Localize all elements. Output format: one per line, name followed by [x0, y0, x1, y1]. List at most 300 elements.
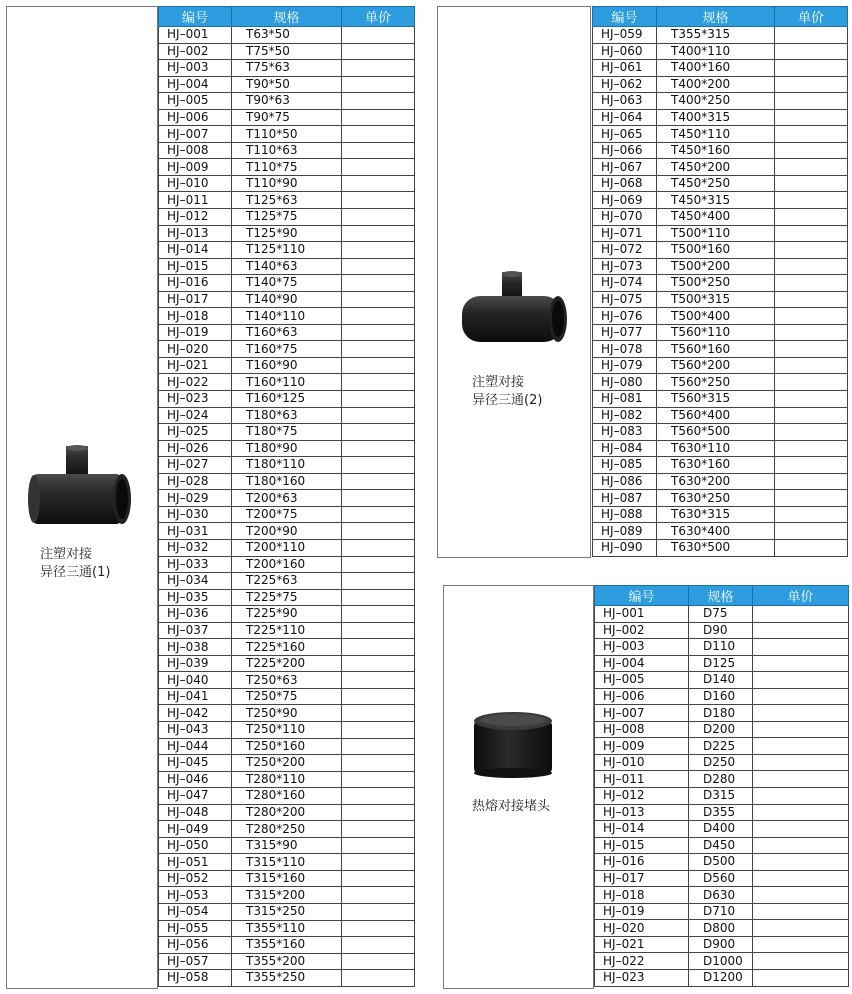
item-spec: T560*250 — [657, 374, 775, 391]
table-row — [159, 804, 415, 821]
item-spec: T315*90 — [232, 837, 342, 854]
item-spec: T110*50 — [232, 126, 342, 143]
item-spec: T180*75 — [232, 424, 342, 441]
table-row — [159, 920, 415, 937]
item-price — [342, 324, 415, 341]
item-spec: T280*110 — [232, 771, 342, 788]
table-row — [595, 903, 849, 920]
item-spec: D355 — [689, 804, 753, 821]
table-row — [159, 837, 415, 854]
item-price — [775, 93, 848, 110]
item-spec: T225*200 — [232, 655, 342, 672]
item-price — [775, 142, 848, 159]
item-spec: T500*200 — [657, 258, 775, 275]
item-spec: T250*75 — [232, 688, 342, 705]
item-code: HJ–084 — [593, 440, 657, 457]
item-spec: T355*315 — [657, 27, 775, 44]
table-row — [593, 391, 848, 408]
table-row — [159, 60, 415, 77]
item-price — [753, 970, 849, 987]
item-price — [753, 705, 849, 722]
item-price — [342, 357, 415, 374]
table-row — [159, 821, 415, 838]
item-price — [775, 109, 848, 126]
table-row — [593, 523, 848, 540]
item-code: HJ–073 — [593, 258, 657, 275]
item-price — [775, 76, 848, 93]
item-code: HJ–041 — [159, 688, 232, 705]
table-row — [595, 953, 849, 970]
item-code: HJ–077 — [593, 324, 657, 341]
table-row — [593, 27, 848, 44]
item-spec: T110*63 — [232, 142, 342, 159]
table-row — [595, 936, 849, 953]
item-code: HJ–058 — [159, 970, 232, 987]
item-price — [753, 788, 849, 805]
item-code: HJ–037 — [159, 622, 232, 639]
item-spec: T630*160 — [657, 457, 775, 474]
item-price — [342, 970, 415, 987]
item-code: HJ–060 — [593, 43, 657, 60]
item-spec: D90 — [689, 622, 753, 639]
table-row — [159, 27, 415, 44]
table-row — [159, 639, 415, 656]
item-spec: T200*75 — [232, 506, 342, 523]
item-code: HJ–059 — [593, 27, 657, 44]
item-spec: T180*110 — [232, 457, 342, 474]
item-price — [775, 407, 848, 424]
item-code: HJ–018 — [159, 308, 232, 325]
item-spec: T140*110 — [232, 308, 342, 325]
item-code: HJ–014 — [595, 821, 689, 838]
item-code: HJ–020 — [595, 920, 689, 937]
table-row — [159, 324, 415, 341]
table-row — [595, 920, 849, 937]
item-code: HJ–090 — [593, 539, 657, 556]
item-spec: T560*110 — [657, 324, 775, 341]
table-row — [159, 457, 415, 474]
item-spec: T140*75 — [232, 275, 342, 292]
table-row — [159, 374, 415, 391]
item-price — [342, 655, 415, 672]
item-spec: T200*160 — [232, 556, 342, 573]
item-code: HJ–071 — [593, 225, 657, 242]
item-price — [775, 457, 848, 474]
item-spec: T225*90 — [232, 606, 342, 623]
table-row — [159, 192, 415, 209]
item-code: HJ–086 — [593, 473, 657, 490]
table-row — [595, 655, 849, 672]
table-row — [159, 126, 415, 143]
table-row — [159, 258, 415, 275]
item-price — [342, 27, 415, 44]
item-spec: D500 — [689, 854, 753, 871]
item-code: HJ–046 — [159, 771, 232, 788]
table-row — [593, 539, 848, 556]
item-code: HJ–014 — [159, 242, 232, 259]
item-price — [342, 523, 415, 540]
item-spec: T315*160 — [232, 870, 342, 887]
item-spec: T400*250 — [657, 93, 775, 110]
item-price — [342, 854, 415, 871]
item-spec: T400*110 — [657, 43, 775, 60]
table-row — [593, 291, 848, 308]
item-spec: T125*110 — [232, 242, 342, 259]
item-code: HJ–010 — [595, 754, 689, 771]
item-spec: T250*63 — [232, 672, 342, 689]
item-spec: T75*63 — [232, 60, 342, 77]
item-spec: T355*110 — [232, 920, 342, 937]
table-row — [595, 606, 849, 623]
item-spec: T560*315 — [657, 391, 775, 408]
item-price — [753, 721, 849, 738]
item-price — [775, 324, 848, 341]
item-code: HJ–022 — [595, 953, 689, 970]
item-code: HJ–054 — [159, 903, 232, 920]
item-price — [342, 870, 415, 887]
table-row — [595, 771, 849, 788]
table-row — [159, 407, 415, 424]
table-row — [593, 457, 848, 474]
item-spec: D160 — [689, 688, 753, 705]
item-price — [775, 159, 848, 176]
item-spec: T90*63 — [232, 93, 342, 110]
col-price-header: 单价 — [753, 586, 849, 606]
item-spec: T125*75 — [232, 209, 342, 226]
table-row — [593, 490, 848, 507]
table-row — [595, 970, 849, 987]
table-row — [593, 506, 848, 523]
item-code: HJ–062 — [593, 76, 657, 93]
table-row — [159, 291, 415, 308]
table-row — [159, 721, 415, 738]
product-image-panel-3 — [443, 585, 594, 989]
table-row — [159, 424, 415, 441]
item-spec: T630*250 — [657, 490, 775, 507]
item-code: HJ–063 — [593, 93, 657, 110]
table-row — [593, 374, 848, 391]
item-code: HJ–013 — [159, 225, 232, 242]
item-spec: T450*400 — [657, 209, 775, 226]
item-code: HJ–009 — [595, 738, 689, 755]
item-price — [775, 308, 848, 325]
table-row — [159, 142, 415, 159]
table-row — [159, 242, 415, 259]
item-spec: T200*90 — [232, 523, 342, 540]
item-spec: T400*160 — [657, 60, 775, 77]
item-spec: D140 — [689, 672, 753, 689]
item-price — [775, 175, 848, 192]
item-code: HJ–026 — [159, 440, 232, 457]
item-code: HJ–023 — [595, 970, 689, 987]
table-row — [159, 93, 415, 110]
item-code: HJ–003 — [159, 60, 232, 77]
item-price — [342, 506, 415, 523]
item-code: HJ–078 — [593, 341, 657, 358]
item-code: HJ–040 — [159, 672, 232, 689]
item-spec: T500*315 — [657, 291, 775, 308]
product-name-2-line2: 异径三通(2) — [472, 393, 543, 408]
item-code: HJ–009 — [159, 159, 232, 176]
item-code: HJ–043 — [159, 721, 232, 738]
item-code: HJ–042 — [159, 705, 232, 722]
item-price — [342, 424, 415, 441]
item-spec: D75 — [689, 606, 753, 623]
col-price-header: 单价 — [775, 7, 848, 27]
item-spec: T180*160 — [232, 473, 342, 490]
item-code: HJ–002 — [595, 622, 689, 639]
item-spec: T200*110 — [232, 539, 342, 556]
item-spec: T225*63 — [232, 573, 342, 590]
table-row — [593, 407, 848, 424]
item-code: HJ–055 — [159, 920, 232, 937]
item-spec: T225*75 — [232, 589, 342, 606]
item-spec: T355*250 — [232, 970, 342, 987]
item-code: HJ–010 — [159, 175, 232, 192]
item-code: HJ–089 — [593, 523, 657, 540]
item-code: HJ–021 — [159, 357, 232, 374]
table-row — [595, 821, 849, 838]
table-row — [159, 473, 415, 490]
table-row — [159, 622, 415, 639]
item-spec: T315*110 — [232, 854, 342, 871]
item-spec: T125*63 — [232, 192, 342, 209]
item-spec: T630*400 — [657, 523, 775, 540]
item-price — [775, 424, 848, 441]
item-price — [753, 672, 849, 689]
item-code: HJ–008 — [159, 142, 232, 159]
table-row — [159, 109, 415, 126]
table-row — [159, 903, 415, 920]
table-row — [159, 225, 415, 242]
item-price — [342, 755, 415, 772]
table-row — [593, 341, 848, 358]
item-price — [342, 573, 415, 590]
item-code: HJ–088 — [593, 506, 657, 523]
table-row — [159, 539, 415, 556]
item-price — [342, 209, 415, 226]
item-price — [342, 622, 415, 639]
item-price — [775, 192, 848, 209]
product-name-3: 热熔对接堵头 — [472, 799, 551, 814]
item-price — [753, 887, 849, 904]
item-code: HJ–067 — [593, 159, 657, 176]
item-spec: T500*110 — [657, 225, 775, 242]
product-name-1 — [40, 546, 110, 582]
item-code: HJ–023 — [159, 391, 232, 408]
table-row — [159, 275, 415, 292]
item-code: HJ–079 — [593, 357, 657, 374]
table-row — [159, 970, 415, 987]
reducing-tee-image-2 — [458, 270, 570, 350]
item-price — [342, 953, 415, 970]
item-code: HJ–006 — [159, 109, 232, 126]
item-code: HJ–034 — [159, 573, 232, 590]
item-spec: T225*160 — [232, 639, 342, 656]
item-spec: D280 — [689, 771, 753, 788]
item-price — [342, 291, 415, 308]
item-price — [753, 771, 849, 788]
item-spec: T355*160 — [232, 937, 342, 954]
item-spec: D200 — [689, 721, 753, 738]
item-code: HJ–006 — [595, 688, 689, 705]
item-code: HJ–050 — [159, 837, 232, 854]
table-row — [593, 43, 848, 60]
item-code: HJ–065 — [593, 126, 657, 143]
item-price — [775, 258, 848, 275]
item-code: HJ–052 — [159, 870, 232, 887]
col-spec-header: 规格 — [689, 586, 753, 606]
item-spec: T90*50 — [232, 76, 342, 93]
item-price — [775, 275, 848, 292]
item-spec: T450*160 — [657, 142, 775, 159]
item-price — [753, 953, 849, 970]
item-code: HJ–061 — [593, 60, 657, 77]
item-price — [342, 903, 415, 920]
item-code: HJ–013 — [595, 804, 689, 821]
item-code: HJ–021 — [595, 936, 689, 953]
item-code: HJ–011 — [595, 771, 689, 788]
col-code-header: 编号 — [159, 7, 232, 27]
end-cap-image — [468, 708, 558, 780]
item-price — [775, 27, 848, 44]
table-row — [595, 639, 849, 656]
item-code: HJ–012 — [595, 788, 689, 805]
item-spec: T140*90 — [232, 291, 342, 308]
item-spec: T280*250 — [232, 821, 342, 838]
item-spec: T630*200 — [657, 473, 775, 490]
item-price — [342, 440, 415, 457]
table-row — [159, 738, 415, 755]
item-spec: T560*400 — [657, 407, 775, 424]
item-price — [342, 804, 415, 821]
item-spec: D800 — [689, 920, 753, 937]
table-row — [595, 854, 849, 871]
item-price — [342, 374, 415, 391]
item-spec: D225 — [689, 738, 753, 755]
item-price — [342, 490, 415, 507]
item-spec: D630 — [689, 887, 753, 904]
table-row — [593, 357, 848, 374]
item-spec: T280*200 — [232, 804, 342, 821]
item-code: HJ–007 — [159, 126, 232, 143]
item-spec: T160*63 — [232, 324, 342, 341]
table-row — [593, 126, 848, 143]
item-code: HJ–075 — [593, 291, 657, 308]
table-row — [595, 721, 849, 738]
item-spec: D400 — [689, 821, 753, 838]
item-code: HJ–072 — [593, 242, 657, 259]
item-code: HJ–004 — [595, 655, 689, 672]
table-row — [159, 937, 415, 954]
item-spec: T160*90 — [232, 357, 342, 374]
item-code: HJ–049 — [159, 821, 232, 838]
item-price — [342, 821, 415, 838]
table-row — [159, 606, 415, 623]
item-spec: T110*75 — [232, 159, 342, 176]
item-price — [342, 308, 415, 325]
item-spec: T200*63 — [232, 490, 342, 507]
item-price — [342, 771, 415, 788]
table-row — [593, 209, 848, 226]
table-row — [159, 573, 415, 590]
item-spec: T110*90 — [232, 175, 342, 192]
item-code: HJ–024 — [159, 407, 232, 424]
table-row — [159, 341, 415, 358]
item-spec: D560 — [689, 870, 753, 887]
item-price — [775, 43, 848, 60]
item-price — [775, 341, 848, 358]
table-row — [593, 258, 848, 275]
item-price — [342, 457, 415, 474]
table-row — [595, 754, 849, 771]
item-code: HJ–048 — [159, 804, 232, 821]
item-spec: D125 — [689, 655, 753, 672]
table-row — [159, 887, 415, 904]
table-row — [595, 788, 849, 805]
item-price — [753, 622, 849, 639]
item-price — [342, 391, 415, 408]
item-price — [753, 804, 849, 821]
item-price — [753, 655, 849, 672]
item-spec: T630*315 — [657, 506, 775, 523]
item-price — [753, 738, 849, 755]
item-price — [342, 556, 415, 573]
table-row — [159, 159, 415, 176]
item-spec: D450 — [689, 837, 753, 854]
table-row — [159, 655, 415, 672]
item-spec: T450*315 — [657, 192, 775, 209]
item-spec: T560*200 — [657, 357, 775, 374]
table-row — [159, 672, 415, 689]
item-price — [342, 639, 415, 656]
item-spec: T125*90 — [232, 225, 342, 242]
table-row — [595, 738, 849, 755]
item-price — [775, 539, 848, 556]
item-spec: T630*500 — [657, 539, 775, 556]
table-row — [593, 93, 848, 110]
table-row — [593, 424, 848, 441]
item-price — [342, 275, 415, 292]
item-spec: D710 — [689, 903, 753, 920]
table-row — [595, 705, 849, 722]
item-price — [342, 93, 415, 110]
item-code: HJ–064 — [593, 109, 657, 126]
table-row — [593, 275, 848, 292]
item-price — [342, 705, 415, 722]
item-code: HJ–001 — [159, 27, 232, 44]
item-price — [775, 126, 848, 143]
item-price — [753, 606, 849, 623]
table-row — [159, 43, 415, 60]
item-code: HJ–069 — [593, 192, 657, 209]
item-code: HJ–053 — [159, 887, 232, 904]
item-code: HJ–017 — [595, 870, 689, 887]
item-code: HJ–003 — [595, 639, 689, 656]
item-price — [342, 142, 415, 159]
item-price — [753, 639, 849, 656]
item-code: HJ–076 — [593, 308, 657, 325]
col-code-header: 编号 — [593, 7, 657, 27]
table-row — [593, 175, 848, 192]
item-price — [775, 225, 848, 242]
table-row — [595, 804, 849, 821]
table-row — [593, 109, 848, 126]
item-code: HJ–047 — [159, 788, 232, 805]
item-price — [775, 209, 848, 226]
item-spec: D900 — [689, 936, 753, 953]
table-row — [159, 755, 415, 772]
